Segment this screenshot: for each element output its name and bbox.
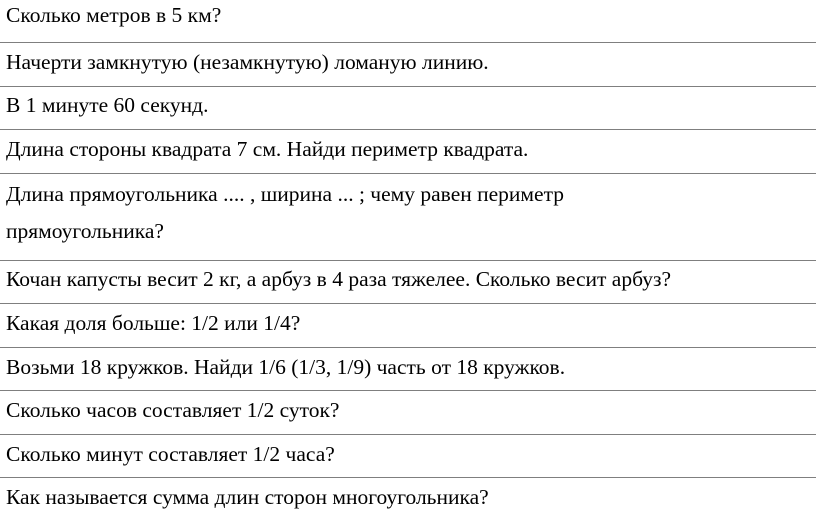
table-row bbox=[0, 87, 816, 130]
question-text: Сколько часов составляет 1/2 суток? bbox=[6, 398, 340, 422]
question-text-line-2: прямоугольника? bbox=[6, 219, 164, 243]
question-text: Сколько минут составляет 1/2 часа? bbox=[6, 442, 335, 466]
question-text: Кочан капусты весит 2 кг, а арбуз в 4 раза тяжелее. Сколько весит арбуз? bbox=[6, 267, 672, 291]
question-text: Какая доля больше: 1/2 или 1/4? bbox=[6, 311, 301, 335]
table-row bbox=[0, 43, 816, 87]
table-row bbox=[0, 391, 816, 435]
table-row bbox=[0, 435, 816, 478]
table-row bbox=[0, 478, 816, 522]
question-text: Как называется сумма длин сторон многоугольника? bbox=[6, 485, 489, 509]
question-text: Длина стороны квадрата 7 см. Найди периметр квадрата. bbox=[6, 137, 529, 161]
question-text: Сколько метров в 5 км? bbox=[6, 3, 222, 27]
table-row bbox=[0, 348, 816, 391]
question-text: Возьми 18 кружков. Найди 1/6 (1/3, 1/9) часть от 18 кружков. bbox=[6, 355, 566, 379]
table-row bbox=[0, 130, 816, 174]
table-row bbox=[0, 261, 816, 304]
question-text-line-1: Длина прямоугольника .... , ширина ... ; чему равен периметр bbox=[6, 182, 564, 206]
table-row bbox=[0, 304, 816, 348]
question-text: Начерти замкнутую (незамкнутую) ломаную линию. bbox=[6, 50, 489, 74]
question-text: В 1 минуте 60 секунд. bbox=[6, 93, 209, 117]
table-row bbox=[0, 174, 816, 261]
table-row bbox=[0, 0, 816, 43]
